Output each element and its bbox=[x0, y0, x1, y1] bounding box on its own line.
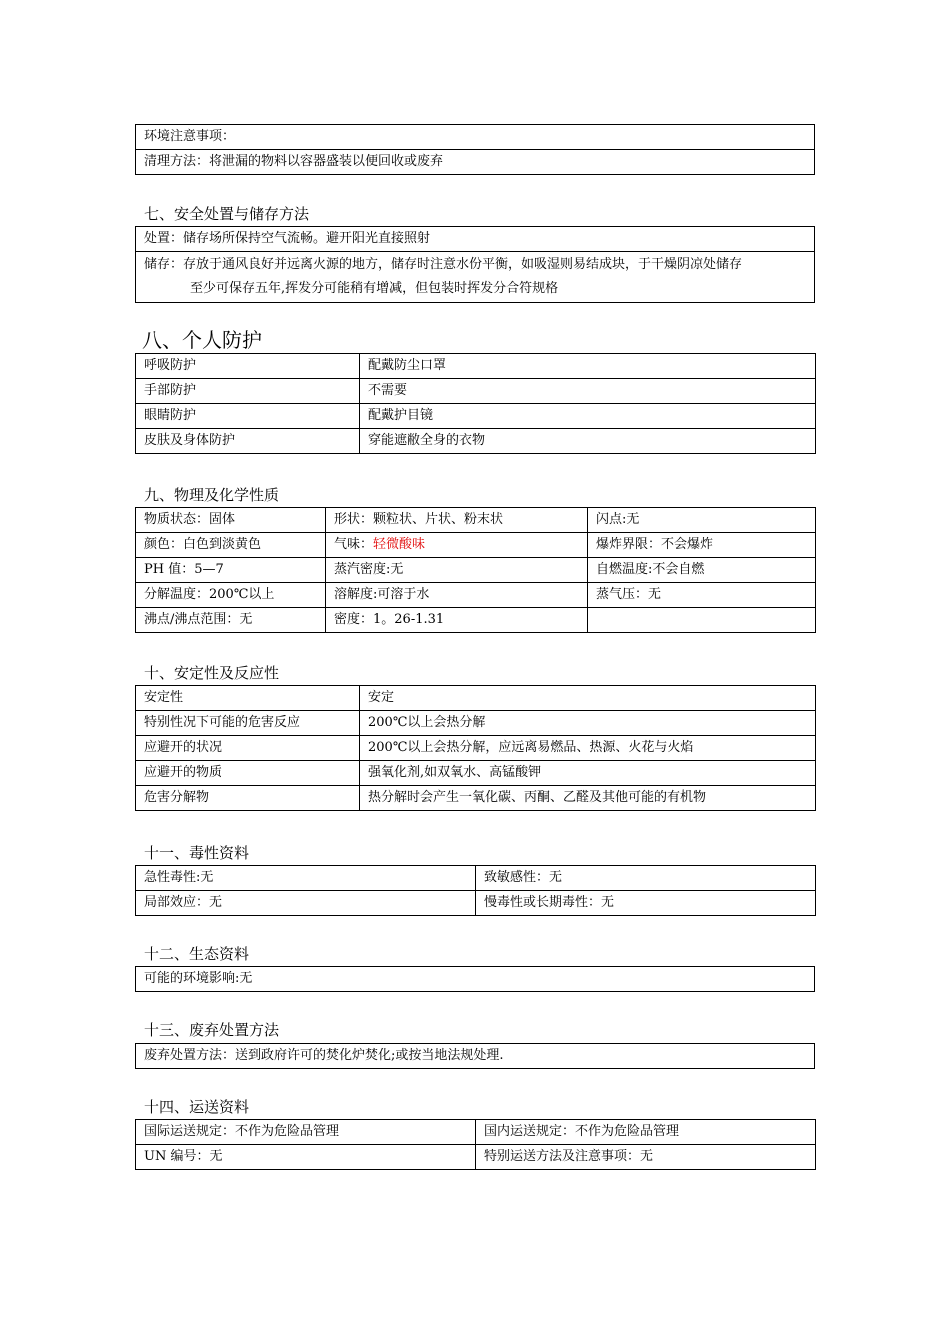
cell-b-value: 1。26-1.31 bbox=[373, 612, 445, 627]
cell-key: 应避开的状况 bbox=[136, 736, 360, 761]
cleanup-method-cell: 清理方法：将泄漏的物料以容器盛装以便回收或废弃 bbox=[136, 150, 815, 175]
cell-b bbox=[326, 608, 588, 633]
table-row bbox=[136, 379, 816, 404]
table-row bbox=[136, 508, 816, 533]
table-row bbox=[136, 533, 816, 558]
table-row bbox=[136, 686, 816, 711]
cell-b-value: 颗粒状、片状、粉末状 bbox=[373, 512, 504, 527]
section-6-table-wrap bbox=[135, 124, 815, 175]
table-row bbox=[136, 252, 815, 303]
section-8-table-wrap bbox=[135, 353, 815, 454]
section-14-table bbox=[135, 1119, 816, 1170]
cell-c: 爆炸界限：不会爆炸 bbox=[588, 533, 816, 558]
section-14-table-wrap bbox=[135, 1119, 815, 1170]
storage-cell bbox=[136, 252, 815, 303]
section-9-table bbox=[135, 507, 816, 633]
cell-b-label: 蒸汽密度: bbox=[334, 562, 391, 577]
table-row bbox=[136, 967, 815, 992]
section-14-title: 十四、运送资料 bbox=[144, 1098, 250, 1116]
odor-value-highlight: 轻微酸味 bbox=[373, 537, 426, 552]
cell-b: 国内运送规定：不作为危险品管理 bbox=[476, 1120, 816, 1145]
table-row bbox=[136, 429, 816, 454]
table-row bbox=[136, 583, 816, 608]
table-row bbox=[136, 227, 815, 252]
cell-key: 应避开的物质 bbox=[136, 761, 360, 786]
cell-b-label: 气味： bbox=[334, 537, 374, 552]
cell-c: 自燃温度:不会自燃 bbox=[588, 558, 816, 583]
env-impact-cell: 可能的环境影响:无 bbox=[136, 967, 815, 992]
section-8-table bbox=[135, 353, 816, 454]
cell-key: 呼吸防护 bbox=[136, 354, 360, 379]
section-7-title: 七、安全处置与储存方法 bbox=[144, 205, 310, 223]
table-row bbox=[136, 404, 816, 429]
cell-key: 特别性况下可能的危害反应 bbox=[136, 711, 360, 736]
table-row bbox=[136, 736, 816, 761]
section-13-title: 十三、废弃处置方法 bbox=[144, 1021, 280, 1039]
section-8-title: 八、个人防护 bbox=[142, 328, 262, 352]
section-10-title: 十、安定性及反应性 bbox=[144, 664, 280, 682]
section-11-table-wrap bbox=[135, 865, 815, 916]
cell-b-label: 密度： bbox=[334, 612, 374, 627]
table-row bbox=[136, 150, 815, 175]
section-13-table-wrap bbox=[135, 1043, 815, 1069]
table-row bbox=[136, 786, 816, 811]
cell-value: 热分解时会产生一氧化碳、丙酮、乙醛及其他可能的有机物 bbox=[360, 786, 816, 811]
table-row bbox=[136, 761, 816, 786]
section-12-title: 十二、生态资料 bbox=[144, 945, 250, 963]
cell-value: 配戴护目镜 bbox=[360, 404, 816, 429]
section-11-table bbox=[135, 865, 816, 916]
section-7-table bbox=[135, 226, 815, 303]
cell-value: 安定 bbox=[360, 686, 816, 711]
cell-b bbox=[326, 583, 588, 608]
cell-b-value: 可溶于水 bbox=[377, 587, 430, 602]
cell-value: 200℃以上会热分解，应远离易燃品、热源、火花与火焰 bbox=[360, 736, 816, 761]
cell-b-value: 无 bbox=[390, 562, 404, 577]
table-row bbox=[136, 891, 816, 916]
storage-line-1: 储存：存放于通风良好并远离火源的地方，储存时注意水份平衡，如吸湿则易结成块，于干燥阴凉处储存 bbox=[144, 257, 743, 272]
section-10-table bbox=[135, 685, 816, 811]
cell-b-label: 溶解度: bbox=[334, 587, 378, 602]
cell-key: 安定性 bbox=[136, 686, 360, 711]
table-row bbox=[136, 558, 816, 583]
disposal-method-cell: 废弃处置方法：送到政府许可的焚化炉焚化;或按当地法规处理. bbox=[136, 1044, 815, 1069]
cell-b: 慢毒性或长期毒性：无 bbox=[476, 891, 816, 916]
env-notes-cell: 环境注意事项： bbox=[136, 125, 815, 150]
cell-b: 特别运送方法及注意事项：无 bbox=[476, 1145, 816, 1170]
cell-a: 国际运送规定：不作为危险品管理 bbox=[136, 1120, 476, 1145]
table-row bbox=[136, 125, 815, 150]
cell-value: 不需要 bbox=[360, 379, 816, 404]
table-row bbox=[136, 1044, 815, 1069]
section-11-title: 十一、毒性资料 bbox=[144, 844, 250, 862]
cell-value: 200℃以上会热分解 bbox=[360, 711, 816, 736]
cell-b bbox=[326, 558, 588, 583]
cell-c: 闪点:无 bbox=[588, 508, 816, 533]
table-row bbox=[136, 866, 816, 891]
cell-key: 手部防护 bbox=[136, 379, 360, 404]
table-row bbox=[136, 1120, 816, 1145]
cell-key: 眼睛防护 bbox=[136, 404, 360, 429]
cell-c: 蒸气压：无 bbox=[588, 583, 816, 608]
section-9-title: 九、物理及化学性质 bbox=[144, 486, 280, 504]
cell-c bbox=[588, 608, 816, 633]
cell-b bbox=[326, 533, 588, 558]
table-row bbox=[136, 1145, 816, 1170]
cell-b-label: 形状： bbox=[334, 512, 374, 527]
section-9-table-wrap bbox=[135, 507, 815, 633]
cell-a: 急性毒性:无 bbox=[136, 866, 476, 891]
section-12-table-wrap bbox=[135, 966, 815, 992]
cell-a: UN 编号：无 bbox=[136, 1145, 476, 1170]
section-12-table bbox=[135, 966, 815, 992]
cell-a: PH 值：5—7 bbox=[136, 558, 326, 583]
cell-b: 致敏感性：无 bbox=[476, 866, 816, 891]
cell-value: 穿能遮敝全身的衣物 bbox=[360, 429, 816, 454]
section-10-table-wrap bbox=[135, 685, 815, 811]
cell-value: 强氧化剂,如双氧水、高锰酸钾 bbox=[360, 761, 816, 786]
cell-a: 局部效应：无 bbox=[136, 891, 476, 916]
storage-line-2: 至少可保存五年,挥发分可能稍有增减，但包装时挥发分合符规格 bbox=[190, 281, 559, 296]
handling-cell: 处置：储存场所保持空气流畅。避开阳光直接照射 bbox=[136, 227, 815, 252]
section-6-table bbox=[135, 124, 815, 175]
cell-a: 颜色：白色到淡黄色 bbox=[136, 533, 326, 558]
cell-b bbox=[326, 508, 588, 533]
cell-a: 沸点/沸点范围：无 bbox=[136, 608, 326, 633]
section-13-table bbox=[135, 1043, 815, 1069]
cell-a: 分解温度：200℃以上 bbox=[136, 583, 326, 608]
cell-a: 物质状态：固体 bbox=[136, 508, 326, 533]
cell-value: 配戴防尘口罩 bbox=[360, 354, 816, 379]
table-row bbox=[136, 711, 816, 736]
cell-key: 皮肤及身体防护 bbox=[136, 429, 360, 454]
table-row bbox=[136, 608, 816, 633]
section-7-table-wrap bbox=[135, 226, 815, 303]
table-row bbox=[136, 354, 816, 379]
cell-key: 危害分解物 bbox=[136, 786, 360, 811]
